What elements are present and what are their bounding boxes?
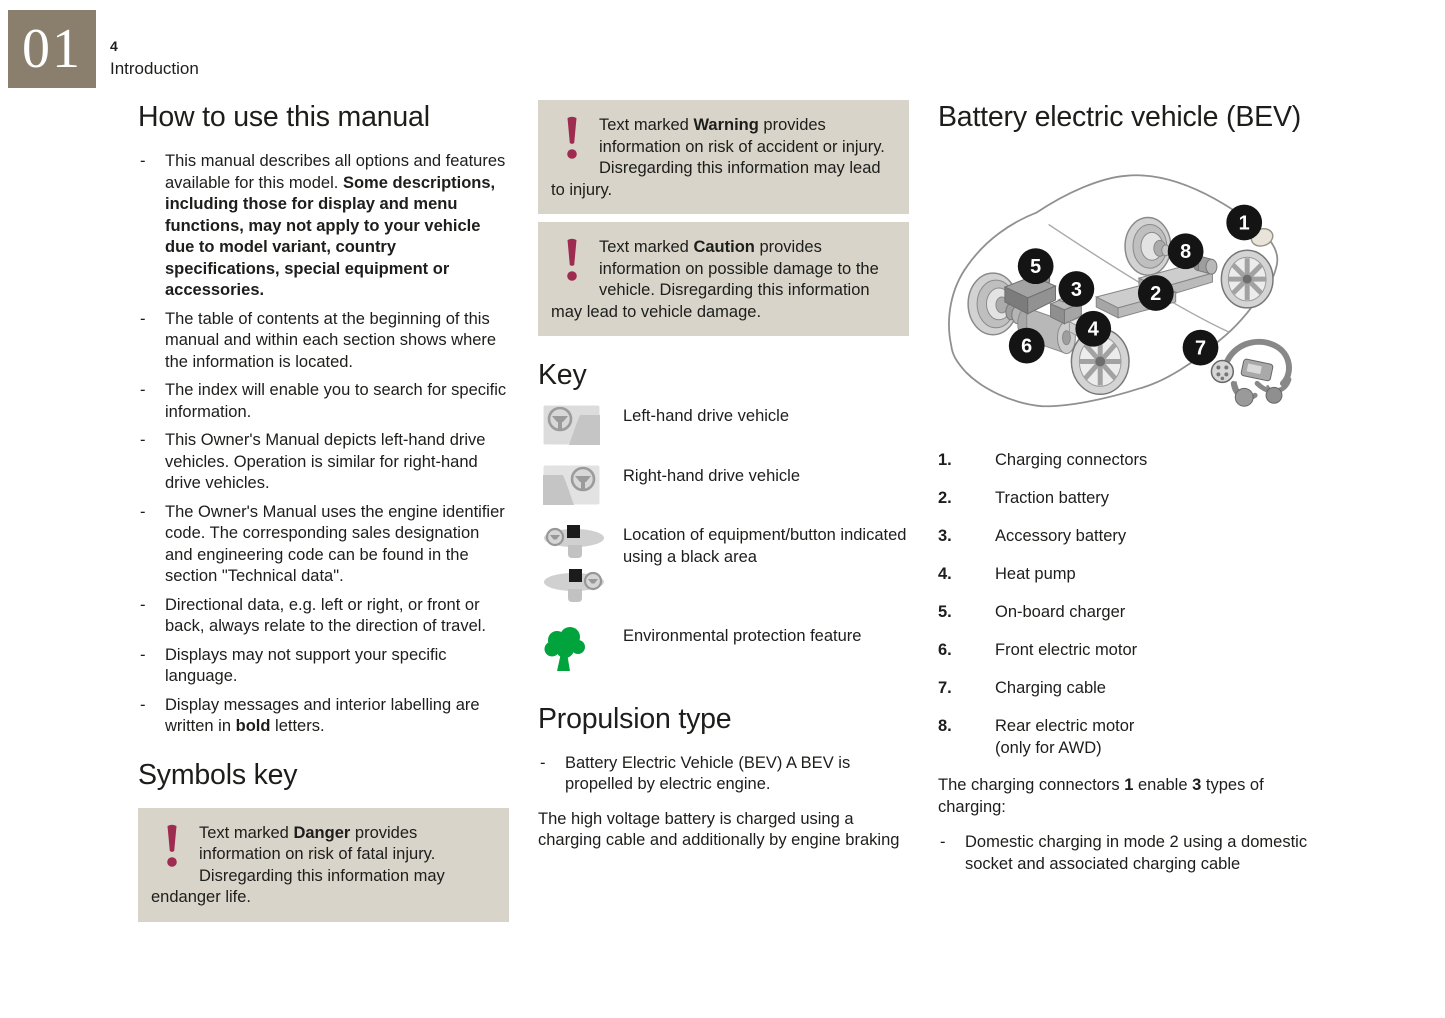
legend-label: Traction battery <box>995 489 1110 507</box>
legend-label <box>995 715 1134 759</box>
bullet-text: The index will enable you to search for specific information. <box>165 381 507 421</box>
legend-label: Heat pump <box>995 565 1076 583</box>
legend-label: On-board charger <box>995 603 1126 621</box>
environment-tree-icon <box>538 625 623 680</box>
heading-bev: Battery electric vehicle (BEV) <box>938 101 1302 133</box>
svg-text:8: 8 <box>1180 241 1192 264</box>
callout-7 <box>1183 330 1219 366</box>
notice-text: provides information on risk of fatal injury. Disregarding this information may endanger life. <box>151 823 445 906</box>
svg-text:1: 1 <box>1238 212 1250 235</box>
legend-number: 7. <box>938 679 952 697</box>
heading-how-to-use: How to use this manual <box>138 101 430 133</box>
bev-diagram <box>938 147 1323 435</box>
bullet-text: Display messages and interior labelling are written in <box>165 695 480 735</box>
legend-number: 5. <box>938 603 952 621</box>
svg-text:5: 5 <box>1030 256 1042 279</box>
legend-label: Charging connectors <box>995 451 1148 469</box>
callout-1 <box>1226 205 1262 241</box>
legend-row <box>938 677 1323 699</box>
key-row-location <box>538 524 909 612</box>
notice-text: provides information on possible damage to the vehicle. Disregarding this information may lead to vehicle damage. <box>551 238 879 321</box>
page-meta <box>110 38 199 79</box>
bev-diagram-art <box>938 147 1323 435</box>
key-label: Right-hand drive vehicle <box>623 466 801 485</box>
list-item <box>138 645 509 688</box>
section-title: Introduction <box>110 59 199 78</box>
bullet-text: This Owner's Manual depicts left-hand drive vehicles. Operation is similar for right-hand drive vehicles. <box>165 431 486 492</box>
list-item <box>138 695 509 738</box>
paragraph-bold: 1 <box>1124 776 1134 794</box>
callout-5 <box>1018 248 1054 284</box>
svg-text:3: 3 <box>1070 278 1082 301</box>
legend-row <box>938 525 1323 547</box>
callout-8 <box>1168 233 1204 269</box>
exclamation-icon <box>561 116 583 162</box>
list-item <box>138 502 509 588</box>
exclamation-icon <box>161 824 183 870</box>
legend-label-text: Rear electric motor <box>995 717 1135 735</box>
bullet-text: Directional data, e.g. left or right, or front or back, always relate to the direction of travel. <box>165 595 486 635</box>
list-item <box>138 595 509 638</box>
legend-row <box>938 487 1323 509</box>
legend-number: 6. <box>938 641 952 659</box>
list-item <box>938 832 1323 875</box>
notice-text: Text marked <box>599 116 694 134</box>
charging-paragraph <box>938 775 1323 818</box>
notice-text: provides information on risk of accident or injury. Disregarding this information may lead to injury. <box>551 116 885 199</box>
legend-row <box>938 601 1323 623</box>
notice-term: Danger <box>293 823 351 842</box>
key-label: Left-hand drive vehicle <box>623 407 790 425</box>
right-column <box>938 100 1323 882</box>
notice-text: Text marked <box>599 238 694 256</box>
callout-4 <box>1075 311 1111 347</box>
bullet-text: letters. <box>270 717 325 735</box>
key-label: Environmental protection feature <box>623 627 862 645</box>
notice-text: Text marked <box>199 823 294 842</box>
callout-6 <box>1009 328 1045 364</box>
svg-text:2: 2 <box>1150 282 1162 305</box>
legend-note: (only for AWD) <box>995 739 1102 757</box>
legend-row <box>938 449 1323 471</box>
heading-key: Key <box>538 359 587 391</box>
bullet-text: Domestic charging in mode 2 using a domestic socket and associated charging cable <box>965 833 1308 873</box>
paragraph-text: The charging connectors <box>938 776 1125 794</box>
list-item <box>138 309 509 374</box>
caution-notice <box>538 222 909 336</box>
page-number: 4 <box>110 38 118 54</box>
list-item <box>138 380 509 423</box>
equipment-location-icon <box>538 524 623 612</box>
callout-2 <box>1138 275 1174 311</box>
bev-legend <box>938 449 1323 759</box>
right-hand-drive-icon <box>538 465 623 512</box>
warning-notice <box>538 100 909 214</box>
legend-row <box>938 639 1323 661</box>
legend-number: 1. <box>938 451 952 469</box>
legend-row <box>938 563 1323 585</box>
bullet-text: The Owner's Manual uses the engine identifier code. The corresponding sales designation and engineering code can be found in the section "Technical data". <box>165 502 505 585</box>
paragraph-bold: 3 <box>1192 776 1202 794</box>
propulsion-paragraph: The high voltage battery is charged using a charging cable and additionally by engine braking <box>538 809 900 849</box>
exclamation-icon <box>561 238 583 284</box>
rear-left-wheel <box>1125 218 1171 276</box>
legend-number: 8. <box>938 717 952 735</box>
bullet-text: Battery Electric Vehicle (BEV) A BEV is propelled by electric engine. <box>565 753 851 793</box>
list-item <box>138 151 509 302</box>
list-item <box>138 430 509 495</box>
paragraph-text: enable <box>1133 776 1193 794</box>
svg-text:7: 7 <box>1194 337 1207 360</box>
paragraph-text: types of charging: <box>938 776 1264 816</box>
rear-right-wheel <box>1221 250 1273 308</box>
key-row-rhd <box>538 465 909 512</box>
key-row-lhd <box>538 405 909 452</box>
bullet-text-bold: bold <box>235 717 271 735</box>
key-row-environment <box>538 625 909 680</box>
bullet-text: Displays may not support your specific language. <box>165 645 447 685</box>
left-hand-drive-icon <box>538 405 623 452</box>
notice-term: Caution <box>693 238 755 256</box>
svg-text:6: 6 <box>1021 335 1033 358</box>
key-label: Location of equipment/button indicated using a black area <box>623 526 907 566</box>
legend-number: 4. <box>938 565 952 583</box>
middle-column <box>538 100 909 852</box>
legend-label: Front electric motor <box>995 641 1138 659</box>
svg-text:4: 4 <box>1087 318 1099 341</box>
legend-row <box>938 715 1323 759</box>
heading-symbols-key: Symbols key <box>138 758 298 791</box>
bullet-text: This manual describes all options and features available for this model. <box>165 152 506 192</box>
manual-notes-list <box>138 151 509 738</box>
chapter-badge: 01 <box>8 10 96 88</box>
charging-cable <box>1211 342 1289 406</box>
charging-types-list <box>938 832 1323 875</box>
bullet-text: The table of contents at the beginning of this manual and within each section shows where the information is located. <box>165 309 497 371</box>
legend-label: Charging cable <box>995 679 1106 697</box>
propulsion-list <box>538 753 909 796</box>
list-item <box>538 753 909 796</box>
callout-3 <box>1059 271 1095 307</box>
left-column <box>138 100 509 922</box>
bullet-text-bold: Some descriptions, including those for display and menu functions, may not apply to your vehicle due to model variant, country specifications, special equipment or accessories. <box>165 173 496 299</box>
legend-number: 2. <box>938 489 952 507</box>
legend-number: 3. <box>938 527 952 545</box>
heading-propulsion-type: Propulsion type <box>538 702 732 735</box>
danger-notice <box>138 808 509 922</box>
legend-label: Accessory battery <box>995 527 1127 545</box>
notice-term: Warning <box>693 116 759 134</box>
